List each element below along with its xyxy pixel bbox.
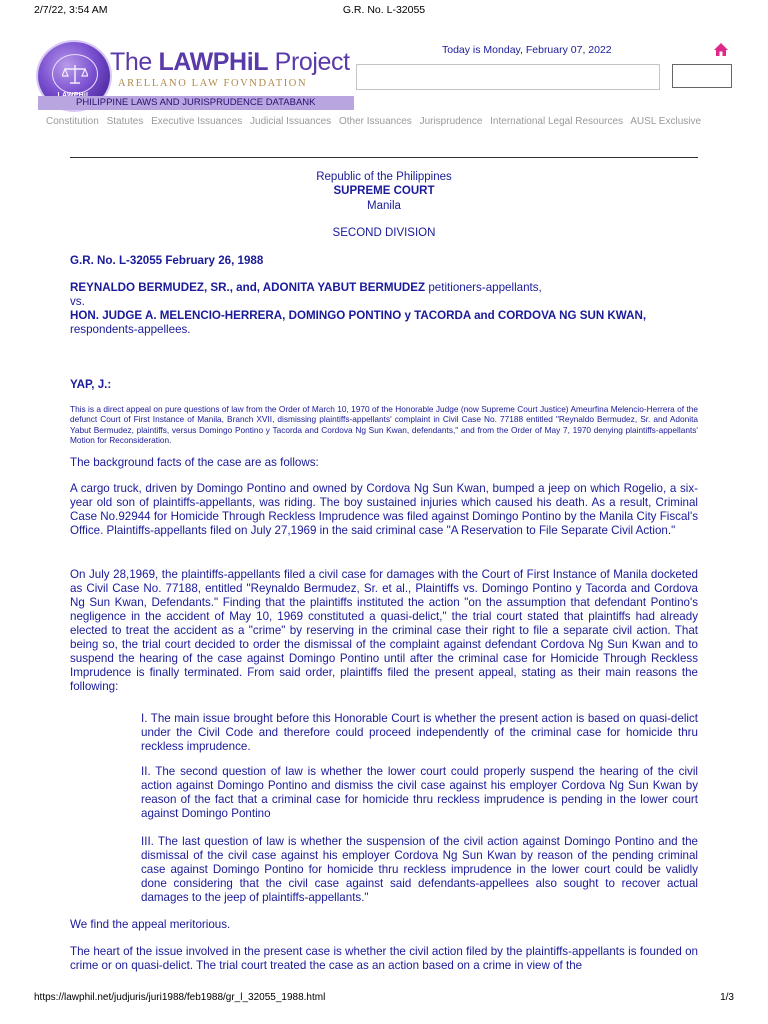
nav-executive-issuances[interactable]: Executive Issuances [151, 116, 243, 127]
print-page-number: 1/3 [720, 992, 734, 1003]
paragraph-4-text: We find the appeal meritorious. [70, 918, 231, 931]
site-title [110, 48, 350, 77]
question-2: II. The second question of law is whether the lower court could properly suspend the hearing of the civil action against Domingo Pontino and dismiss the civil case against his employer Cordova Ng Sun Kwan by reason of the fact that a criminal case for homicide thru reckless imprudence is pending in the lower court against Domingo Pontino [141, 765, 698, 820]
nav-international-legal-resources[interactable]: International Legal Resources [490, 116, 624, 127]
home-icon[interactable] [713, 42, 729, 58]
print-header [0, 2, 768, 18]
petitioners-role: petitioners-appellants, [425, 281, 542, 294]
header-divider [70, 157, 698, 158]
case-number: G.R. No. L-32055 February 26, 1988 [70, 254, 264, 267]
main-nav [46, 116, 706, 127]
print-title: G.R. No. L-32055 [342, 4, 426, 16]
ponente: YAP, J.: [70, 378, 112, 391]
respondents-role: respondents-appellees. [70, 323, 191, 336]
division-name: SECOND DIVISION [332, 227, 436, 239]
site-tagline: PHILIPPINE LAWS AND JURISPRUDENCE DATABANK [38, 96, 354, 110]
brand-prefix: The [110, 48, 159, 76]
paragraph-3-text: On July 28,1969, the plaintiffs-appellants filed a civil case for damages with the Court of First Instance of Manila docketed as Civil Case No. 77188, entitled "Reynaldo Bermudez, Sr. et al., Plaintiffs vs. Domingo Pontino y Tacorda and Cordova Ng Sun Kwan, Defendants." Finding that the plaintiffs instituted the action "on the assumption that defendant Pontino's negligence in the accident of May 10, 1969 constituted a quasi-delict," the trial court stated that plaintiffs had already elected to treat the accident as a "crime" by reserving in the criminal case their right to file a separate civil action. That being so, the trial court decided to order the dismissal of the complaint against defendant Cordova Ng Sun Kwan and to suspend the hearing of the case against Domingo Pontino until after the criminal case for Homicide Through Reckless Imprudence is finally terminated. From said order, plaintiffs filed the present appeal, stating as their main reasons the following: [70, 568, 698, 693]
paragraph-4 [70, 918, 698, 932]
brand-name: LAWPHiL [158, 48, 269, 76]
petitioners: REYNALDO BERMUDEZ, SR., and, ADONITA YABUT BERMUDEZ [70, 281, 426, 294]
paragraph-2-text: A cargo truck, driven by Domingo Pontino and owned by Cordova Ng Sun Kwan, bumped a jeep on which Rogelio, a six-year old son of plaintiffs-appellants, was riding. The boy sustained injuries which caused his death. As a result, Criminal Case No.92944 for Homicide Through Reckless Imprudence was filed against Domingo Pontino by the Manila City Fiscal's Office. Plaintiffs-appellants filed on July 27,1969 in the said criminal case "A Reservation to File Separate Civil Action." [70, 482, 698, 537]
foundation-name: ARELLANO LAW FOVNDATION [118, 78, 308, 89]
intro-paragraph [70, 404, 698, 445]
court-city: Manila [367, 200, 401, 212]
paragraph-1 [70, 456, 698, 470]
versus: vs. [70, 295, 85, 308]
scales-of-justice-icon [62, 63, 88, 85]
paragraph-5-text: The heart of the issue involved in the present case is whether the civil action filed by the plaintiffs-appellants is founded on crime or on quasi-delict. The trial court treated the case as an action based on a crime in view of the [70, 945, 698, 972]
nav-jurisprudence[interactable]: Jurisprudence [419, 116, 483, 127]
republic-line: Republic of the Philippines [316, 171, 452, 183]
intro-text: This is a direct appeal on pure questions of law from the Order of March 10, 1970 of the Honorable Judge (now Supreme Court Justice) Ameurfina Melencio-Herrera of the defunct Court of First Instance of Manila, Branch XVII, dismissing plaintiffs-appellants' complaint in Civil Case No. 77188 entitled "Reynaldo Bermudez, Sr. and Adonita Yabut Bermudez, plaintiffs, versus Domingo Pontino y Tacorda and Cordova Ng Sun Kwan, defendants," and from the Order of May 7, 1970 denying plaintiffs-appellants' Motion for Reconsideration. [70, 404, 698, 445]
search-input[interactable] [356, 64, 660, 90]
nav-statutes[interactable]: Statutes [106, 116, 144, 127]
nav-other-issuances[interactable]: Other Issuances [338, 116, 412, 127]
today-date: Today is Monday, February 07, 2022 [442, 44, 612, 56]
nav-constitution[interactable]: Constitution [46, 116, 99, 127]
print-datetime: 2/7/22, 3:54 AM [34, 4, 108, 16]
question-3: III. The last question of law is whether the suspension of the civil action against Domingo Pontino and the dismissal of the civil case against his employer Cordova Ng Sun Kwan by reason of the pending criminal case against Domingo Pontino for homicide thru reckless imprudence in the lower court could be validly done considering that the civil case against said defendants-appellees also sought to recover actual damages to the jeep of plaintiffs-appellants." [141, 835, 698, 904]
brand-suffix: Project [268, 48, 350, 76]
case-parties [70, 281, 698, 337]
question-1: I. The main issue brought before this Honorable Court is whether the present action is based on quasi-delict under the Civil Code and therefore could proceed independently of the criminal case for homicide thru reckless imprudence. [141, 712, 698, 753]
nav-judicial-issuances[interactable]: Judicial Issuances [250, 116, 332, 127]
print-url: https://lawphil.net/judjuris/juri1988/feb1988/gr_l_32055_1988.html [34, 992, 326, 1003]
court-name: SUPREME COURT [333, 185, 435, 197]
paragraph-3 [70, 568, 698, 694]
nav-ausl-exclusive[interactable]: AUSL Exclusive [630, 116, 702, 127]
search-button[interactable] [672, 64, 732, 88]
respondents: HON. JUDGE A. MELENCIO-HERRERA, DOMINGO PONTINO y TACORDA and CORDOVA NG SUN KWAN, [70, 309, 647, 322]
paragraph-2 [70, 482, 698, 538]
paragraph-1-text: The background facts of the case are as follows: [70, 456, 319, 469]
paragraph-5 [70, 945, 698, 973]
